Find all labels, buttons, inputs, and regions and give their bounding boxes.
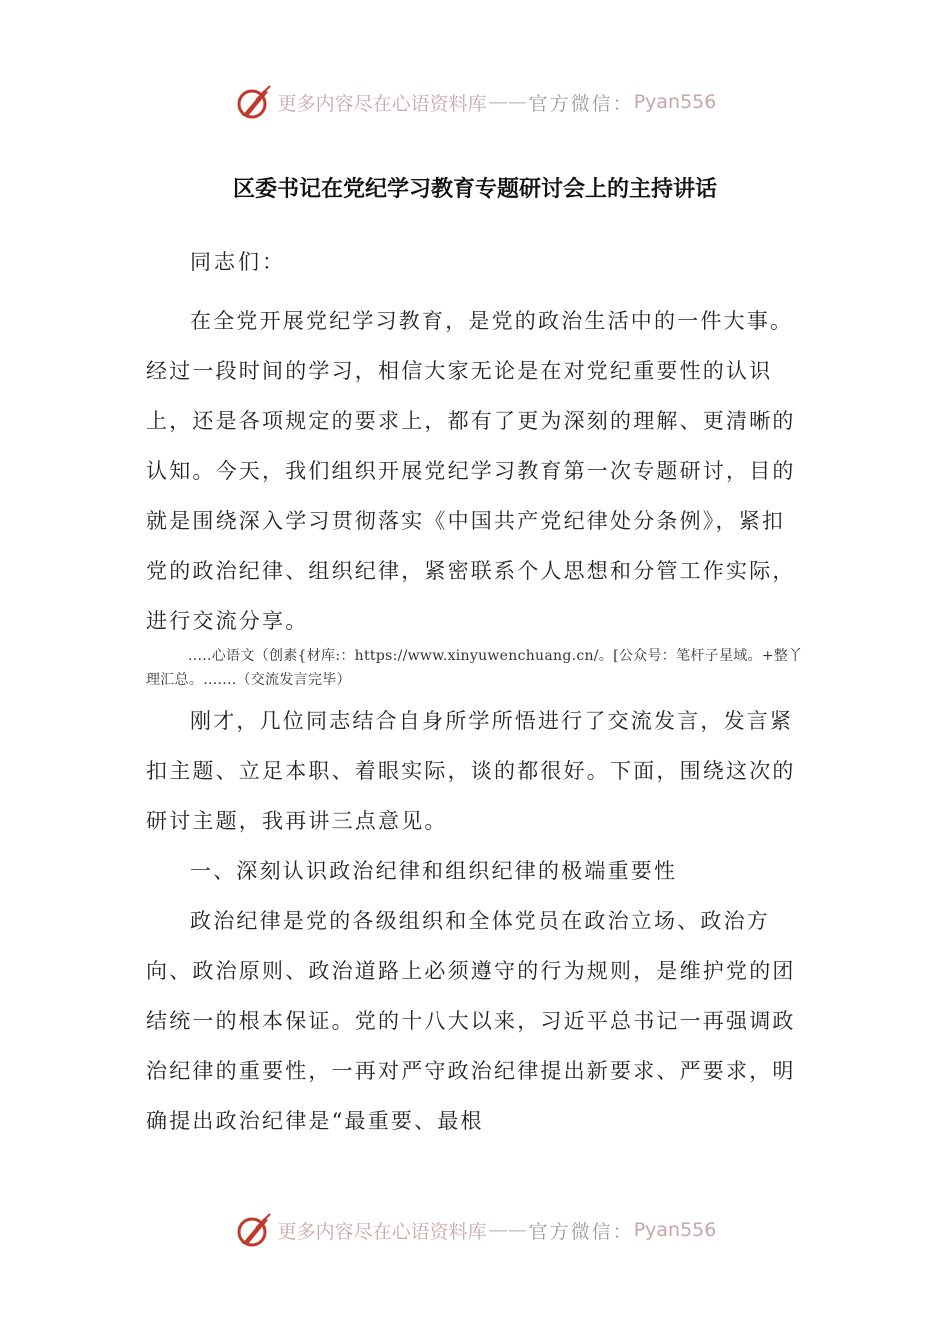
- paragraph-2: 刚才，几位同志结合自身所学所悟进行了交流发言，发言紧扣主题、立足本职、着眼实际，谈的都很好。下面，围绕这次的研讨主题，我再讲三点意见。: [146, 709, 796, 833]
- paragraph-3: 政治纪律是党的各级组织和全体党员在政治立场、政治方向、政治原则、政治道路上必须遵守的行为规则，是维护党的团结统一的根本保证。党的十八大以来，习近平总书记一再强调政治纪律的重要性，一再对严守政治纪律提出新要求、严要求，明确提出政治纪律是“最重要、最根: [146, 909, 796, 1133]
- header-banner: [0, 80, 950, 124]
- footer-banner: [0, 1208, 950, 1252]
- watermark-note: .....心语文（创素{材库:：https://www.xinyuwenchuang.cn/。[公众号：笔杆子星域。+整丫理汇总。.......（交流发言完毕）: [146, 648, 803, 688]
- banner-separator: ——: [488, 1219, 527, 1241]
- banner-wechat-id: Pyan556: [633, 1219, 717, 1241]
- feather-pen-logo-icon: [234, 82, 274, 122]
- banner-main-text: 更多内容尽在心语资料库: [277, 1220, 487, 1243]
- banner-main-text: 更多内容尽在心语资料库: [277, 92, 487, 115]
- banner-official-label: 官方微信：: [528, 92, 634, 115]
- paragraph-1: 在全党开展党纪学习教育，是党的政治生活中的一件大事。经过一段时间的学习，相信大家无论是在对党纪重要性的认识上，还是各项规定的要求上，都有了更为深刻的理解、更清晰的认知。今天，我们组织开展党纪学习教育第一次专题研讨，目的就是围绕深入学习贯彻落实《中国共产党纪律处分条例》，紧扣党的政治纪律、组织纪律，紧密联系个人思想和分管工作实际，进行交流分享。: [146, 309, 796, 633]
- banner-separator: ——: [488, 91, 527, 113]
- banner-official-label: 官方微信：: [528, 1220, 634, 1243]
- section-heading-1: 一、深刻认识政治纪律和组织纪律的极端重要性: [190, 859, 678, 883]
- feather-pen-logo-icon: [234, 1210, 274, 1250]
- banner-wechat-id: Pyan556: [633, 91, 717, 113]
- document-title: 区委书记在党纪学习教育专题研讨会上的主持讲话: [232, 177, 717, 202]
- greeting: 同志们：: [190, 250, 286, 274]
